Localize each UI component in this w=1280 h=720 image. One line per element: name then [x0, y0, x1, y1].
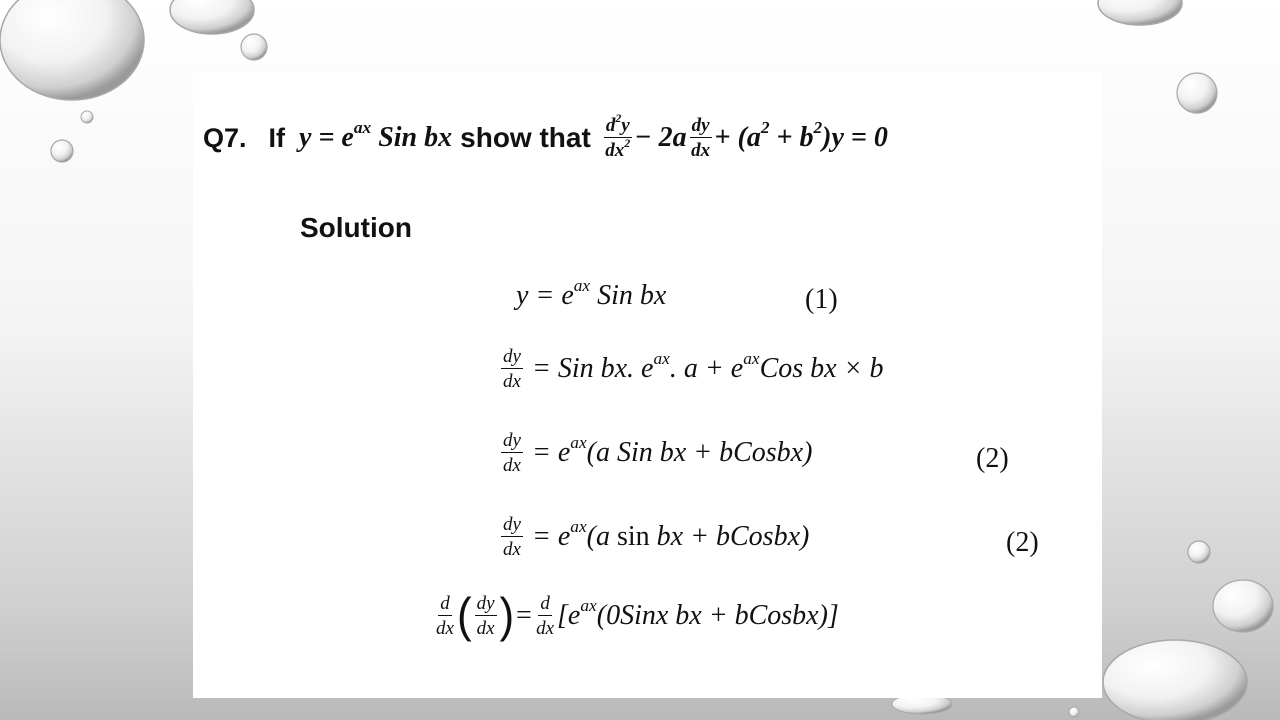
drop-bottom-small: [1069, 707, 1079, 717]
drop-bottom-right-large: [1103, 640, 1247, 720]
dy-dx-fraction: $\frac{dy}{dx}$: [503, 514, 521, 560]
question-if: If: [268, 122, 286, 153]
drop-small-1: [241, 34, 267, 60]
second-derivative-fraction: $\frac{d^2y}{dx^2}$: [605, 111, 631, 161]
question-label: Q7.: [203, 122, 247, 153]
equation-3-number: (2): [976, 443, 1009, 474]
equation-5: $\frac{d}{dx}$ ( $\frac{dy}{dx}$ ) = $\frac{d}{dx}$ [$e^{ax}(0Sinx$ bx + bCosbx)]: [436, 588, 839, 643]
minus-2a-term: − 2a: [634, 122, 687, 153]
d-dx-operator: $\frac{d}{dx}$: [436, 593, 454, 639]
equation-1-number: (1): [805, 284, 838, 315]
drop-right-medium: [1177, 73, 1217, 113]
show-that-text: show that: [460, 122, 591, 153]
question-line: [203, 108, 888, 168]
drop-small-2: [81, 111, 93, 123]
equation-4: $\frac{dy}{dx}$ = $e^{ax}(a$ sin bx + bCosbx): [503, 514, 810, 560]
solution-heading: Solution: [300, 212, 412, 243]
drop-top-left-medium: [170, 0, 254, 34]
drop-small-3: [51, 140, 73, 162]
equation-4-number: (2): [1006, 527, 1039, 558]
drop-top-right: [1098, 0, 1182, 25]
drop-top-left-large: [0, 0, 144, 100]
first-derivative-fraction: $\frac{dy}{dx}$: [691, 115, 711, 161]
drop-right-lower: [1213, 580, 1273, 632]
given-equation: $y = e^{ax}$ Sin bx: [299, 118, 453, 153]
ab-term: + $(a^2 + b^2)y = 0$: [714, 118, 888, 153]
dy-dx-fraction: $\frac{dy}{dx}$: [503, 346, 521, 392]
dy-dx-fraction: $\frac{dy}{dx}$: [476, 593, 495, 639]
drop-right-small: [1188, 541, 1210, 563]
dy-dx-fraction: $\frac{dy}{dx}$: [503, 430, 521, 476]
d-dx-operator: $\frac{d}{dx}$: [536, 593, 555, 639]
equation-2: $\frac{dy}{dx}$ = Sin bx. $e^{ax}$. $a + e^{ax}Cos$ bx × b: [503, 346, 884, 392]
equation-3: $\frac{dy}{dx}$ = $e^{ax}(a$ Sin bx + bCosbx): [503, 430, 813, 476]
slide-content-card: [193, 72, 1102, 698]
equation-1: $y = e^{ax}$ Sin bx: [516, 276, 667, 311]
